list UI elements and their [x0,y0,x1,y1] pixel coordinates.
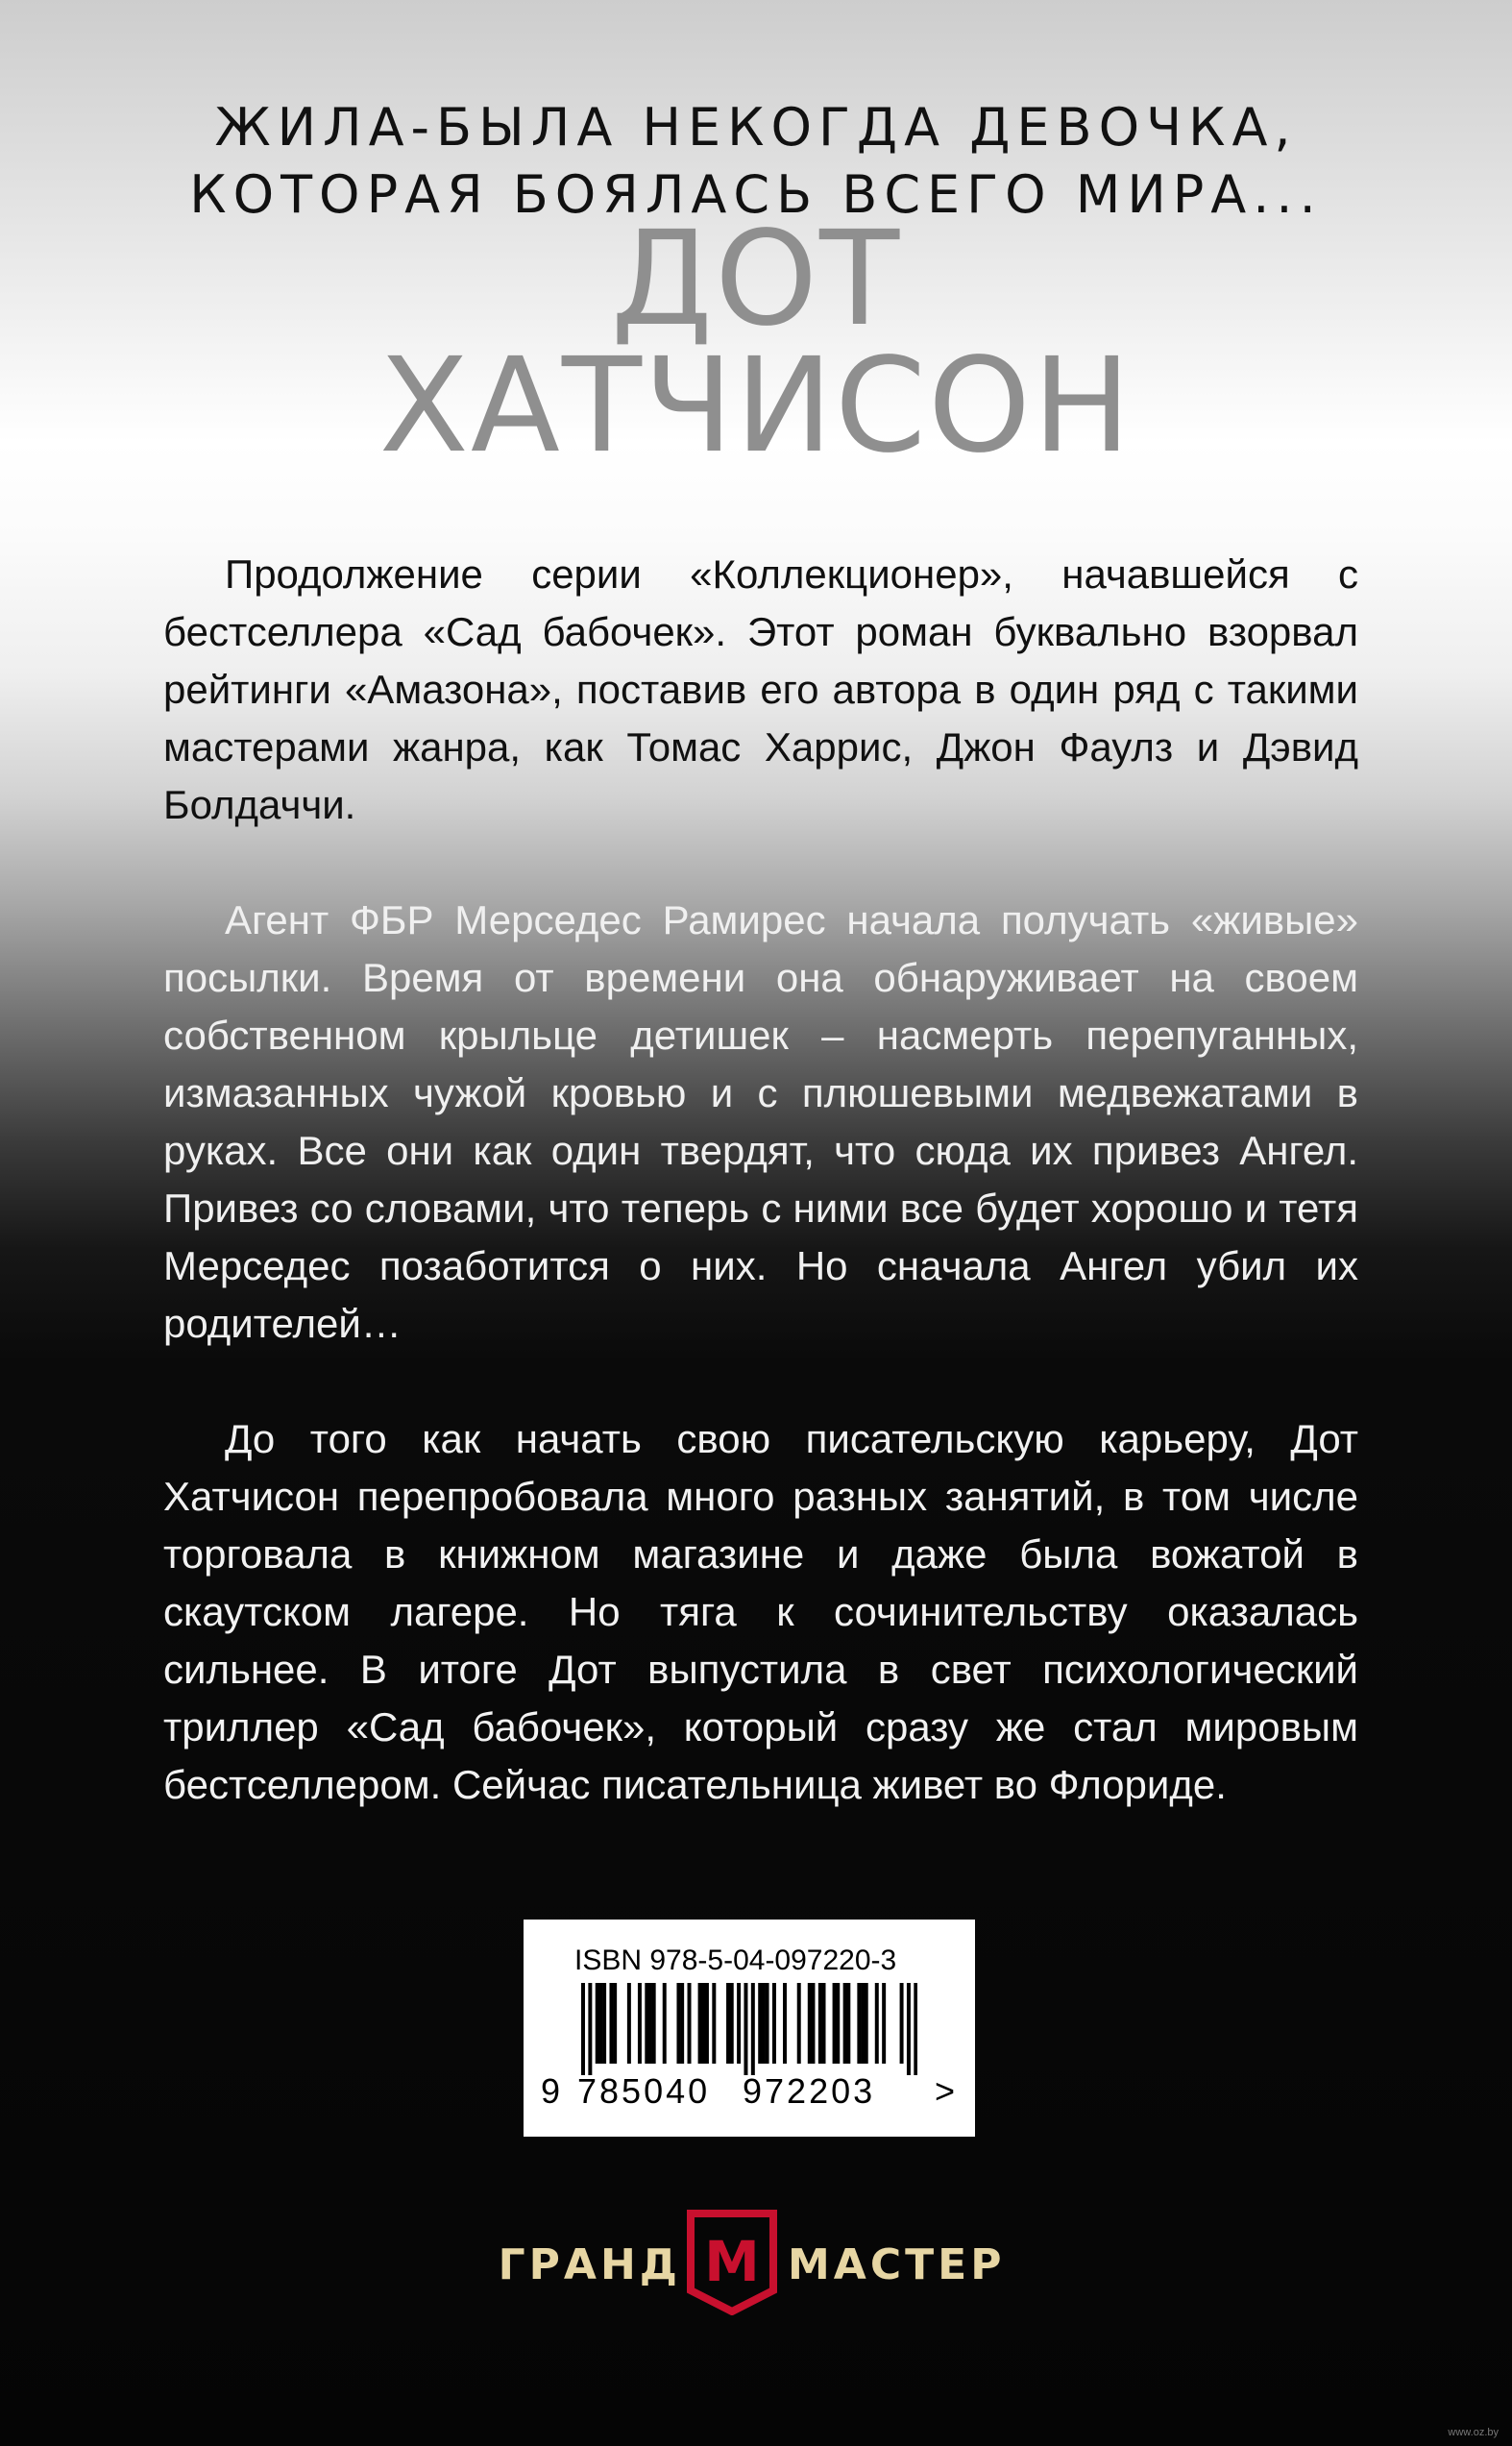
barcode-bar [751,1983,755,2075]
publisher-word-grand: ГРАНД [498,2240,681,2289]
barcode-bar [701,1983,705,2064]
barcode-bar [680,1983,684,2064]
publisher-emblem-letter: М [704,2229,760,2294]
barcode-bar [648,1983,652,2064]
barcode-bar [762,1983,766,2064]
tagline-line-2: КОТОРАЯ БОЯЛАСЬ ВСЕГО МИРА... [189,164,1323,225]
barcode-bar [588,1983,592,2075]
barcode-bar [797,1983,801,2064]
barcode-bar [811,1983,815,2064]
barcode-bar [833,1983,837,2064]
barcode-bar [698,1983,702,2064]
annotation-paragraph-series: Продолжение серии «Коллекционер», начавшейся с бестселлера «Сад бабочек». Этот роман буквально взорвал рейтинги «Амазона», поставив его автора в один ряд с такими мастерами жанра, как Томас Харрис, Джон Фаулз и Дэвид Болдаччи. [163,551,1358,827]
barcode-bar [712,1983,716,2064]
annotation-text [163,546,1358,1814]
tagline-line-1: ЖИЛА-БЫЛА НЕКОГДА ДЕВОЧКА, [214,97,1298,158]
barcode-bar [730,1983,734,2064]
barcode-bar [846,1983,850,2064]
publisher-emblem-icon [687,2210,777,2315]
barcode-bar [638,1983,642,2064]
barcode-bar [914,1983,917,2075]
barcode-bar [836,1983,840,2064]
barcode-bar [907,1983,911,2075]
author-first-name: ДОТ [610,204,902,355]
barcode-bar [758,1983,762,2064]
barcode-bar [705,1983,709,2064]
isbn-label: ISBN 978-5-04-097220-3 [574,1945,897,1976]
barcode-bar [766,1983,769,2064]
barcode-bar [783,1983,787,2064]
barcode-bar [645,1983,648,2064]
author-name [0,204,1512,482]
barcode-bar [861,1983,865,2064]
barcode-bar [875,1983,879,2064]
barcode-digits-left: 785040 [577,2071,711,2111]
annotation-paragraph-author-bio: До того как начать свою писательскую карьеру, Дот Хатчисон перепробовала много разных занятий, в том числе торговала в книжном магазине и даже была вожатой в скаутском лагере. Но тяга к сочинительству оказалась сильнее. В итоге Дот выпустила в свет психологический триллер «Сад бабочек», который сразу же стал мировым бестселлером. Сейчас писательница живет во Флориде. [163,1416,1358,1807]
barcode-bar [598,1983,602,2064]
publisher-logo [0,2210,1512,2315]
barcode-bar [865,1983,868,2064]
barcode-bar [857,1983,861,2064]
isbn-barcode [524,1920,975,2137]
barcode-bar [818,1983,822,2064]
barcode-bar [609,1983,613,2064]
barcode-bar [627,1983,631,2064]
barcode-bars [581,1983,917,2075]
barcode-bar [663,1983,667,2064]
barcode-bar [688,1983,692,2064]
barcode-bar [652,1983,656,2064]
barcode-bar [676,1983,680,2064]
barcode-quiet-zone-mark: > [935,2071,959,2111]
barcode-bar [581,1983,585,2075]
barcode-bar [808,1983,812,2064]
barcode-bar [900,1983,904,2064]
barcode-bar [822,1983,826,2064]
barcode-bar [737,1983,741,2064]
barcode-digits-right: 972203 [743,2071,876,2111]
annotation-paragraph-plot: Агент ФБР Мерседес Рамирес начала получать «живые» посылки. Время от времени она обнаруживает на своем собственном крыльце детишек – насмерть перепуганных, измазанных чужой кровью и с плюшевыми медвежатами в руках. Все они как один твердят, что сюда их привез Ангел. Привез со словами, что теперь с ними все будет хорошо и тетя Мерседес позаботится о них. Но сначала Ангел убил их родителей… [163,897,1358,1346]
barcode-bar [843,1983,847,2064]
barcode-bar [882,1983,886,2064]
barcode-bar [596,1983,599,2064]
barcode-bar [744,1983,747,2075]
barcode-bar [772,1983,776,2064]
barcode-digit-first: 9 [541,2071,564,2111]
watermark: www.oz.by [1448,2427,1499,2438]
publisher-word-master: МАСТЕР [788,2240,1006,2289]
barcode-bar [602,1983,606,2064]
barcode-bar [613,1983,617,2064]
author-last-name: ХАТЧИСОН [378,330,1134,482]
barcode-bar [726,1983,730,2064]
